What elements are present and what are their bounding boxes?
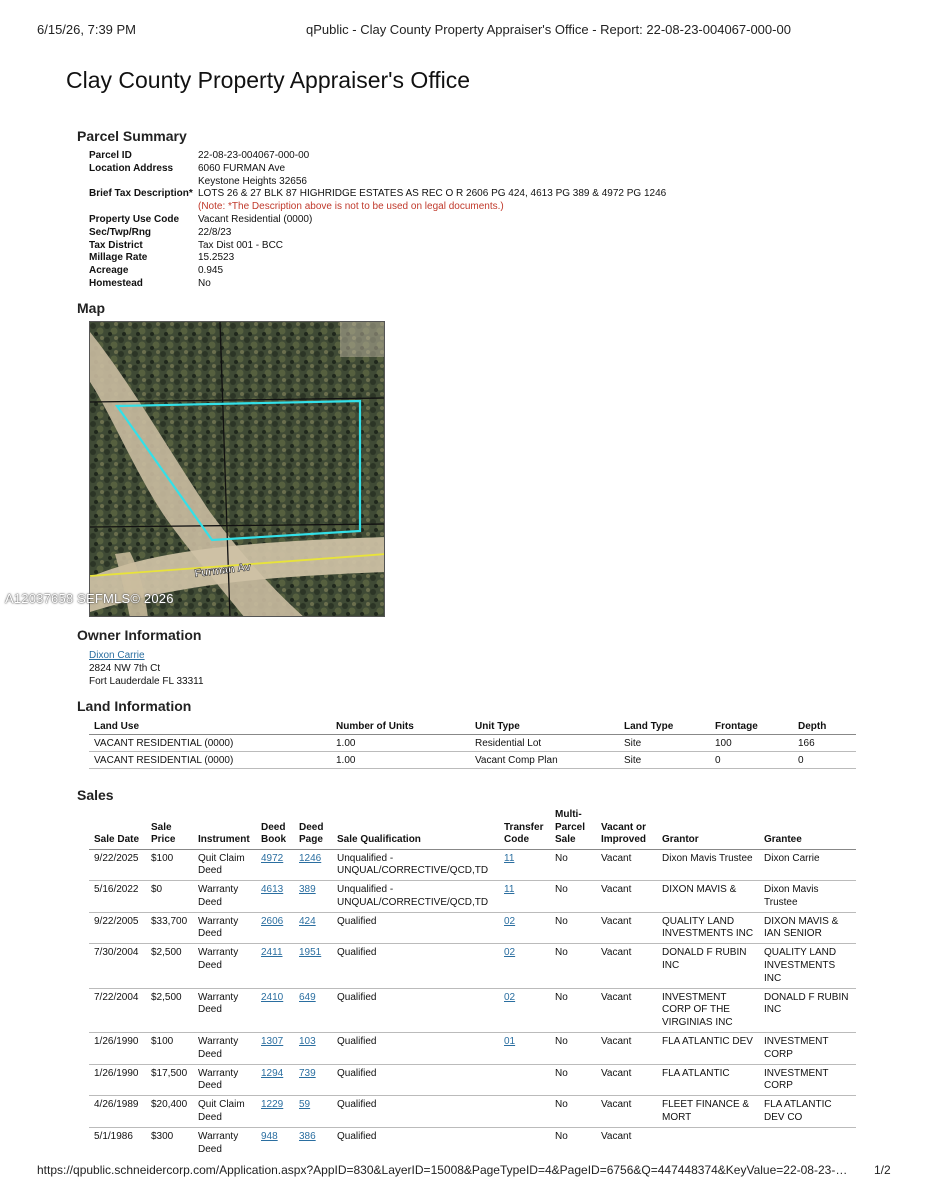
sales-cell: INVESTMENT CORP OF THE VIRGINIAS INC bbox=[657, 988, 759, 1032]
sales-cell: No bbox=[550, 988, 596, 1032]
sales-cell: $0 bbox=[146, 881, 193, 913]
sales-cell bbox=[294, 1096, 332, 1128]
parcel-summary-row bbox=[89, 240, 666, 253]
deed-page-link[interactable]: 1951 bbox=[299, 947, 322, 959]
sales-cell: Unqualified - UNQUAL/CORRECTIVE/QCD,TD bbox=[332, 881, 499, 913]
sales-cell bbox=[499, 988, 550, 1032]
sales-cell: 9/22/2005 bbox=[89, 912, 146, 944]
sales-cell: Vacant bbox=[596, 912, 657, 944]
land-row bbox=[89, 735, 856, 752]
owner-information-heading: Owner Information bbox=[77, 627, 202, 643]
deed-book-link[interactable]: 4613 bbox=[261, 884, 284, 896]
sales-cell: 5/1/1986 bbox=[94, 1130, 133, 1142]
land-column-header: Land Use bbox=[89, 719, 331, 735]
print-url: https://qpublic.schneidercorp.com/Application.aspx?AppID=830&LayerID=15008&PageTypeID=4&PageID=6756&Q=447448374&KeyValue=22-08-23-… bbox=[37, 1163, 848, 1177]
land-cell: 1.00 bbox=[331, 735, 470, 752]
sales-cell: FLA ATLANTIC DEV CO bbox=[759, 1096, 856, 1128]
sales-cell bbox=[294, 912, 332, 944]
sales-cell: QUALITY LAND INVESTMENTS INC bbox=[657, 912, 759, 944]
sales-cell: Qualified bbox=[332, 1033, 499, 1065]
sales-cell bbox=[294, 881, 332, 913]
parcel-summary-label: Sec/Twp/Rng bbox=[89, 226, 152, 238]
sales-cell: INVESTMENT CORP bbox=[759, 1033, 856, 1065]
sales-row bbox=[89, 1064, 856, 1096]
sales-column-header: Sale Date bbox=[89, 809, 146, 849]
land-cell: 0 bbox=[793, 752, 856, 769]
sales-cell: Vacant bbox=[596, 1033, 657, 1065]
deed-page-link[interactable]: 649 bbox=[299, 991, 316, 1003]
deed-page-link[interactable]: 59 bbox=[299, 1099, 311, 1111]
land-cell: 166 bbox=[793, 735, 856, 752]
sales-cell bbox=[256, 1033, 294, 1065]
parcel-summary-row bbox=[89, 252, 666, 265]
sales-cell bbox=[499, 1064, 550, 1096]
parcel-summary-label: Homestead bbox=[89, 277, 143, 289]
parcel-summary-label: Parcel ID bbox=[89, 150, 132, 161]
sales-cell bbox=[256, 849, 294, 881]
sales-cell: Warranty Deed bbox=[193, 988, 256, 1032]
sales-column-header: Sale Qualification bbox=[332, 809, 499, 849]
deed-book-link[interactable]: 1307 bbox=[261, 1036, 284, 1048]
sales-cell: $300 bbox=[151, 1130, 174, 1142]
parcel-summary-table bbox=[89, 150, 666, 291]
deed-book-link[interactable]: 2606 bbox=[261, 915, 284, 927]
parcel-summary-value: (Note: *The Description above is not to be used on legal documents.) bbox=[198, 201, 504, 213]
sales-cell: Vacant bbox=[596, 881, 657, 913]
sales-cell bbox=[294, 1127, 332, 1158]
parcel-summary-row bbox=[89, 201, 666, 214]
mls-watermark: A12037658 SEFMLS© 2026 bbox=[5, 591, 174, 606]
sales-cell: FLEET FINANCE & MORT bbox=[657, 1096, 759, 1128]
parcel-summary-heading: Parcel Summary bbox=[77, 128, 187, 144]
sales-cell: FLA ATLANTIC DEV bbox=[657, 1033, 759, 1065]
sales-cell: No bbox=[550, 881, 596, 913]
sales-row bbox=[89, 1127, 856, 1158]
transfer-code-link[interactable]: 11 bbox=[504, 884, 515, 896]
transfer-code-link[interactable]: 02 bbox=[504, 915, 516, 927]
sales-cell: $2,500 bbox=[146, 988, 193, 1032]
sales-cell: Quit Claim Deed bbox=[193, 1096, 256, 1128]
land-row bbox=[89, 752, 856, 769]
sales-cell: Warranty Deed bbox=[198, 1130, 239, 1155]
parcel-summary-label: Millage Rate bbox=[89, 252, 148, 264]
sales-cell bbox=[294, 944, 332, 988]
sales-row bbox=[89, 988, 856, 1032]
sales-cell: $20,400 bbox=[146, 1096, 193, 1128]
sales-cell: 1/26/1990 bbox=[89, 1064, 146, 1096]
land-column-header: Depth bbox=[793, 719, 856, 735]
land-column-header: Frontage bbox=[710, 719, 793, 735]
land-cell: 0 bbox=[710, 752, 793, 769]
sales-row bbox=[89, 944, 856, 988]
sales-cell: 4/26/1989 bbox=[89, 1096, 146, 1128]
parcel-summary-value: Tax Dist 001 - BCC bbox=[198, 239, 284, 251]
land-cell: VACANT RESIDENTIAL (0000) bbox=[89, 735, 331, 752]
deed-page-link[interactable]: 739 bbox=[299, 1067, 316, 1079]
sales-cell: FLA ATLANTIC bbox=[657, 1064, 759, 1096]
sales-column-header: Grantee bbox=[759, 809, 856, 849]
sales-cell bbox=[256, 988, 294, 1032]
sales-cell: No bbox=[550, 1064, 596, 1096]
parcel-summary-value: 22/8/23 bbox=[198, 226, 232, 238]
parcel-summary-value: LOTS 26 & 27 BLK 87 HIGHRIDGE ESTATES AS REC O R 2606 PG 424, 4613 PG 389 & 4972 PG 1246 bbox=[198, 188, 667, 200]
deed-page-link[interactable]: 1246 bbox=[299, 852, 322, 864]
sales-column-header: Grantor bbox=[657, 809, 759, 849]
parcel-summary-label bbox=[89, 201, 198, 214]
sales-table bbox=[89, 809, 856, 1158]
deed-book-link[interactable]: 4972 bbox=[261, 852, 284, 864]
land-column-header: Land Type bbox=[619, 719, 710, 735]
deed-page-link[interactable]: 386 bbox=[299, 1130, 316, 1142]
parcel-summary-row bbox=[89, 214, 666, 227]
sales-cell bbox=[499, 881, 550, 913]
sales-column-header: Vacant or Improved bbox=[596, 809, 657, 849]
parcel-summary-label: Location Address bbox=[89, 162, 174, 174]
parcel-summary-row bbox=[89, 278, 666, 291]
land-information-table bbox=[89, 719, 856, 769]
sales-cell: DONALD F RUBIN INC bbox=[759, 988, 856, 1032]
sales-cell: No bbox=[550, 1096, 596, 1128]
sales-cell: No bbox=[555, 1130, 568, 1142]
sales-cell: Quit Claim Deed bbox=[193, 849, 256, 881]
sales-cell bbox=[499, 912, 550, 944]
map-heading: Map bbox=[77, 300, 105, 316]
sales-cell: 5/16/2022 bbox=[89, 881, 146, 913]
sales-cell: Unqualified - UNQUAL/CORRECTIVE/QCD,TD bbox=[332, 849, 499, 881]
sales-column-header: Sale Price bbox=[146, 809, 193, 849]
print-page-title: qPublic - Clay County Property Appraiser's Office - Report: 22-08-23-004067-000-00 bbox=[306, 22, 791, 37]
sales-cell: Dixon Carrie bbox=[759, 849, 856, 881]
land-cell: Residential Lot bbox=[470, 735, 619, 752]
sales-cell: Qualified bbox=[337, 1130, 377, 1142]
sales-cell: No bbox=[550, 1033, 596, 1065]
sales-cell: 7/22/2004 bbox=[89, 988, 146, 1032]
sales-cell: $100 bbox=[146, 1033, 193, 1065]
print-page-number: 1/2 bbox=[874, 1163, 891, 1177]
sales-column-header: Multi-Parcel Sale bbox=[550, 809, 596, 849]
map-street-label: Furman Av bbox=[193, 561, 252, 580]
parcel-summary-row bbox=[89, 163, 666, 176]
deed-book-link[interactable]: 1294 bbox=[261, 1067, 284, 1079]
parcel-summary-label bbox=[89, 176, 198, 189]
parcel-summary-row bbox=[89, 265, 666, 278]
sales-cell bbox=[759, 1127, 856, 1158]
sales-cell: Qualified bbox=[332, 912, 499, 944]
sales-cell: DIXON MAVIS & IAN SENIOR bbox=[759, 912, 856, 944]
sales-cell: 9/22/2025 bbox=[89, 849, 146, 881]
sales-cell: Qualified bbox=[332, 988, 499, 1032]
transfer-code-link[interactable]: 02 bbox=[504, 991, 516, 1003]
sales-cell: Warranty Deed bbox=[193, 912, 256, 944]
sales-cell: Vacant bbox=[596, 988, 657, 1032]
transfer-code-link[interactable]: 11 bbox=[504, 852, 515, 864]
deed-book-link[interactable]: 2410 bbox=[261, 991, 284, 1003]
sales-cell bbox=[657, 1127, 759, 1158]
sales-column-header: Deed Book bbox=[256, 809, 294, 849]
parcel-summary-row bbox=[89, 150, 666, 163]
parcel-summary-value: Keystone Heights 32656 bbox=[198, 175, 307, 187]
sales-column-header: Deed Page bbox=[294, 809, 332, 849]
sales-cell bbox=[256, 1096, 294, 1128]
sales-cell: 7/30/2004 bbox=[89, 944, 146, 988]
sales-row bbox=[89, 1033, 856, 1065]
sales-cell: $17,500 bbox=[146, 1064, 193, 1096]
owner-address-line2: Fort Lauderdale FL 33311 bbox=[89, 676, 204, 687]
land-information-heading: Land Information bbox=[77, 698, 192, 714]
parcel-summary-value: 15.2523 bbox=[198, 252, 235, 264]
sales-cell bbox=[499, 1096, 550, 1128]
sales-cell: Qualified bbox=[332, 1096, 499, 1128]
parcel-summary-label: Tax District bbox=[89, 239, 143, 251]
sales-row bbox=[89, 881, 856, 913]
sales-cell bbox=[256, 912, 294, 944]
sales-cell bbox=[499, 1127, 550, 1158]
sales-cell bbox=[499, 849, 550, 881]
owner-name-link[interactable]: Dixon Carrie bbox=[89, 650, 145, 661]
parcel-summary-value: No bbox=[198, 277, 211, 289]
land-column-header: Unit Type bbox=[470, 719, 619, 735]
sales-cell: Vacant bbox=[596, 1096, 657, 1128]
sales-cell: $2,500 bbox=[146, 944, 193, 988]
parcel-map[interactable] bbox=[89, 321, 385, 617]
sales-cell bbox=[499, 944, 550, 988]
sales-cell: Warranty Deed bbox=[193, 881, 256, 913]
deed-page-link[interactable]: 103 bbox=[299, 1036, 316, 1048]
sales-cell: Warranty Deed bbox=[193, 944, 256, 988]
transfer-code-link[interactable]: 01 bbox=[504, 1036, 516, 1048]
sales-cell: No bbox=[550, 944, 596, 988]
sales-heading: Sales bbox=[77, 787, 114, 803]
aerial-map-image bbox=[90, 322, 385, 617]
sales-cell bbox=[499, 1033, 550, 1065]
parcel-summary-value: Vacant Residential (0000) bbox=[198, 213, 313, 225]
sales-cell: $33,700 bbox=[146, 912, 193, 944]
sales-column-header: Instrument bbox=[193, 809, 256, 849]
sales-cell bbox=[256, 944, 294, 988]
sales-cell: Vacant bbox=[596, 944, 657, 988]
parcel-summary-value: 22-08-23-004067-000-00 bbox=[198, 150, 310, 161]
sales-cell: $100 bbox=[146, 849, 193, 881]
owner-address-line1: 2824 NW 7th Ct bbox=[89, 663, 161, 674]
parcel-summary-value: 0.945 bbox=[198, 265, 224, 277]
deed-page-link[interactable]: 389 bbox=[299, 884, 316, 896]
sales-cell: DONALD F RUBIN INC bbox=[657, 944, 759, 988]
sales-row bbox=[89, 849, 856, 881]
sales-row bbox=[89, 1096, 856, 1128]
sales-column-header: Transfer Code bbox=[499, 809, 550, 849]
land-cell: 100 bbox=[710, 735, 793, 752]
parcel-summary-row bbox=[89, 227, 666, 240]
sales-cell: Qualified bbox=[332, 1064, 499, 1096]
sales-cell bbox=[256, 1127, 294, 1158]
sales-row bbox=[89, 912, 856, 944]
deed-book-link[interactable]: 2411 bbox=[261, 947, 283, 959]
sales-cell bbox=[256, 881, 294, 913]
sales-cell: Dixon Mavis Trustee bbox=[759, 881, 856, 913]
deed-page-link[interactable]: 424 bbox=[299, 915, 316, 927]
owner-block bbox=[89, 649, 204, 688]
parcel-summary-row bbox=[89, 188, 666, 201]
land-cell: Site bbox=[619, 752, 710, 769]
land-cell: Vacant Comp Plan bbox=[470, 752, 619, 769]
parcel-summary-label: Property Use Code bbox=[89, 213, 180, 225]
sales-cell: Dixon Mavis Trustee bbox=[657, 849, 759, 881]
sales-cell: No bbox=[550, 849, 596, 881]
parcel-summary-label: Acreage bbox=[89, 265, 129, 277]
sales-cell: Warranty Deed bbox=[193, 1033, 256, 1065]
deed-book-link[interactable]: 1229 bbox=[261, 1099, 284, 1111]
parcel-summary-value: 6060 FURMAN Ave bbox=[198, 162, 286, 174]
land-column-header: Number of Units bbox=[331, 719, 470, 735]
sales-cell bbox=[294, 1033, 332, 1065]
sales-cell bbox=[294, 988, 332, 1032]
land-cell: VACANT RESIDENTIAL (0000) bbox=[89, 752, 331, 769]
sales-cell: Vacant bbox=[601, 1130, 632, 1142]
sales-cell: Vacant bbox=[596, 1064, 657, 1096]
land-cell: 1.00 bbox=[331, 752, 470, 769]
sales-cell: Warranty Deed bbox=[193, 1064, 256, 1096]
sales-cell: 1/26/1990 bbox=[89, 1033, 146, 1065]
parcel-summary-row bbox=[89, 176, 666, 189]
sales-cell: No bbox=[550, 912, 596, 944]
print-datetime: 6/15/26, 7:39 PM bbox=[37, 22, 137, 37]
sales-cell bbox=[294, 849, 332, 881]
sales-cell bbox=[256, 1064, 294, 1096]
sales-cell: Qualified bbox=[332, 944, 499, 988]
sales-cell: INVESTMENT CORP bbox=[759, 1064, 856, 1096]
parcel-summary-label: Brief Tax Description* bbox=[89, 188, 193, 200]
sales-cell: Vacant bbox=[596, 849, 657, 881]
land-cell: Site bbox=[619, 735, 710, 752]
sales-cell: DIXON MAVIS & bbox=[657, 881, 759, 913]
sales-cell: QUALITY LAND INVESTMENTS INC bbox=[759, 944, 856, 988]
sales-cell bbox=[294, 1064, 332, 1096]
deed-book-link[interactable]: 948 bbox=[261, 1130, 278, 1142]
transfer-code-link[interactable]: 02 bbox=[504, 947, 516, 959]
office-title: Clay County Property Appraiser's Office bbox=[66, 67, 471, 93]
